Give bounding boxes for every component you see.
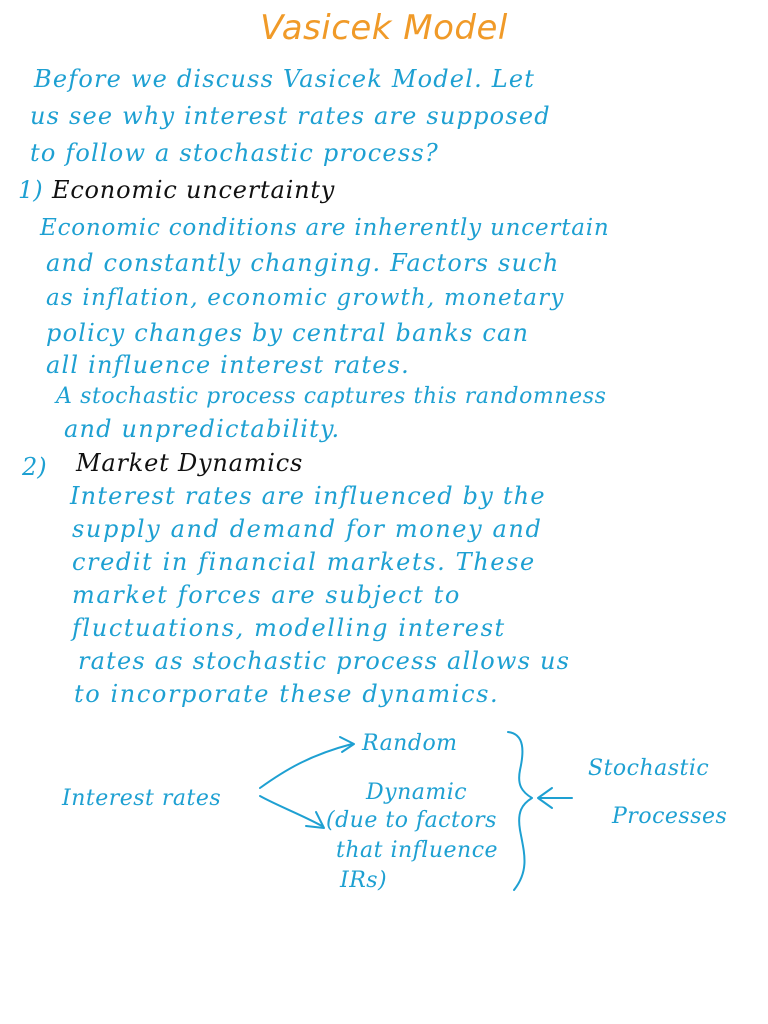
section-line: to incorporate these dynamics. [74,680,500,708]
section-number: 2) [22,453,47,481]
intro-line: Before we discuss Vasicek Model. Let [34,65,536,93]
diagram-branch-dynamic-note: IRs) [340,868,388,893]
section-line: as inflation, economic growth, monetary [46,285,565,311]
intro-line: us see why interest rates are supposed [30,102,551,130]
curly-brace [508,732,532,890]
arrow-to-dynamic [260,796,322,826]
section-line: and unpredictability. [64,415,341,443]
section-line: credit in financial markets. These [72,548,536,576]
section-number: 1) [18,176,43,204]
section-heading: Economic uncertainty [52,176,336,204]
diagram-branch-dynamic: Dynamic [366,780,468,805]
arrowhead-dynamic [306,812,324,828]
intro-line: to follow a stochastic process? [30,139,439,167]
section-line: and constantly changing. Factors such [46,249,560,277]
section-line: market forces are subject to [72,581,461,609]
diagram-result-label: Stochastic [588,756,710,781]
arrow-to-random [260,744,352,788]
section-line: policy changes by central banks can [46,319,530,347]
diagram-branch-dynamic-note: that influence [336,838,499,863]
diagram-branch-random: Random [362,731,458,756]
section-line: all influence interest rates. [46,351,410,379]
arrowhead-random [340,737,354,752]
diagram-result-label: Processes [612,804,728,829]
section-line: Economic conditions are inherently uncertain [40,215,610,241]
section-line: supply and demand for money and [72,515,543,543]
section-line: Interest rates are influenced by the [70,482,546,510]
diagram-branch-dynamic-note: (due to factors [326,808,497,833]
section-line: fluctuations, modelling interest [72,614,506,642]
section-line: rates as stochastic process allows us [78,647,571,675]
arrowhead-processes [538,788,552,808]
diagram-left-label: Interest rates [62,786,222,811]
section-line: A stochastic process captures this randomness [56,384,607,409]
page-title: Vasicek Model [260,8,508,48]
section-heading: Market Dynamics [76,449,304,477]
